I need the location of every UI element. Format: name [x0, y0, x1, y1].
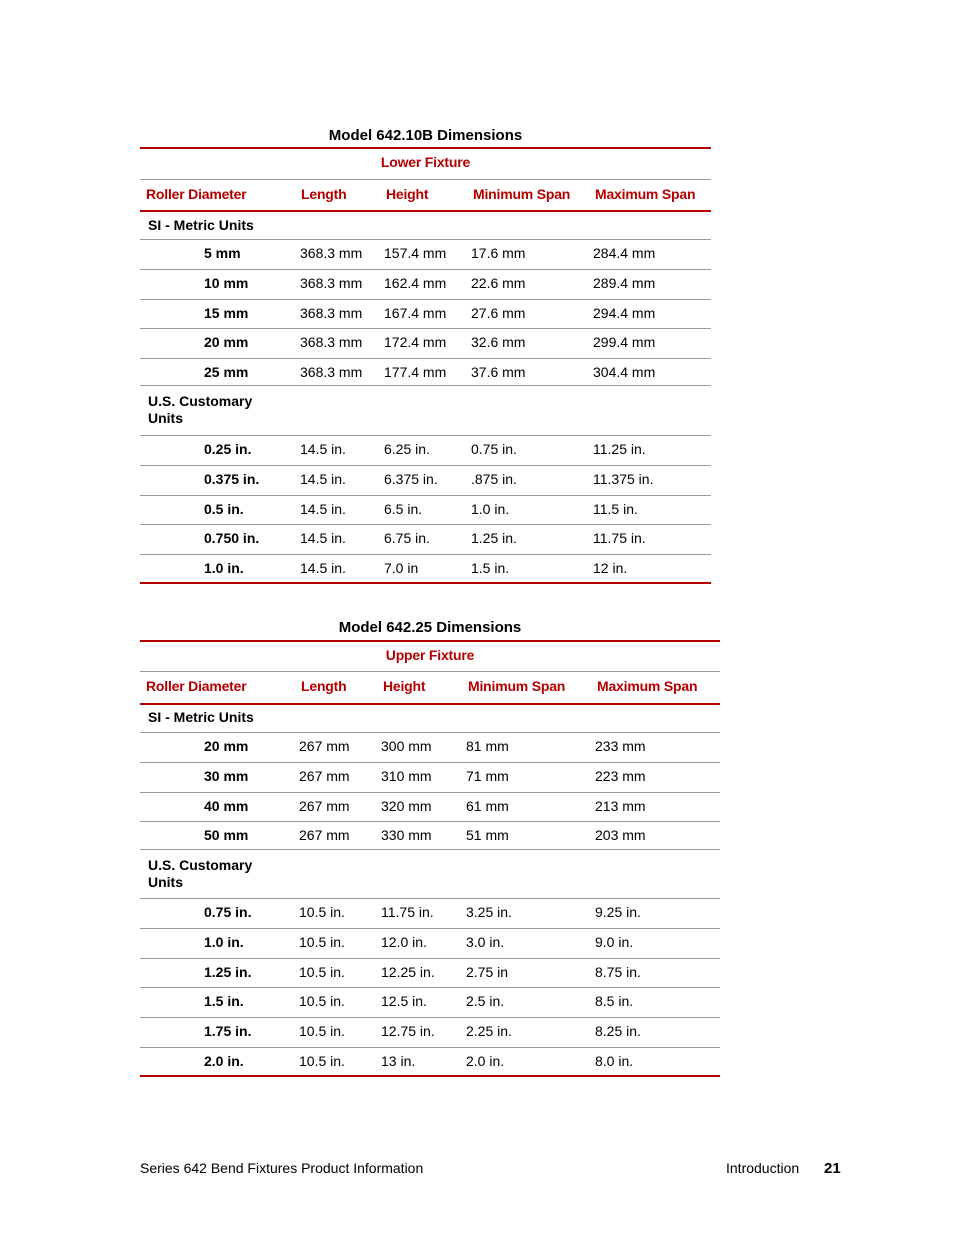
column-header: Minimum Span [473, 186, 571, 202]
row-rule [140, 328, 711, 329]
footer-page-number: 21 [824, 1160, 841, 1177]
row-rule [140, 987, 720, 988]
table-cell: 6.25 in. [384, 441, 430, 457]
roller-diameter-cell: 20 mm [204, 334, 249, 351]
table-cell: 10.5 in. [299, 933, 345, 950]
table-cell: 12.5 in. [381, 993, 427, 1010]
row-rule [140, 849, 720, 850]
row-rule [140, 958, 720, 959]
table-cell: 10.5 in. [299, 993, 345, 1010]
column-header: Maximum Span [597, 678, 698, 694]
model-642-10b-dimensions-table [140, 127, 711, 587]
table-end-rule [140, 582, 711, 584]
column-header: Height [383, 678, 426, 694]
roller-diameter-cell: 1.25 in. [204, 963, 252, 980]
roller-diameter-cell: 25 mm [204, 364, 249, 381]
row-rule [140, 1017, 720, 1018]
table-cell: 1.0 in. [471, 500, 510, 517]
section-label-si-metric: SI - Metric Units [148, 217, 254, 233]
table-cell: 2.0 in. [466, 1053, 505, 1069]
section-rule [140, 732, 720, 733]
table-cell: 304.4 mm [593, 364, 656, 381]
footer-document-title: Series 642 Bend Fixtures Product Information [140, 1160, 424, 1176]
row-rule [140, 495, 711, 496]
roller-diameter-cell: 40 mm [204, 797, 249, 814]
roller-diameter-cell: 0.25 in. [204, 441, 252, 457]
table-cell: 2.25 in. [466, 1023, 512, 1040]
table-cell: 213 mm [595, 797, 646, 814]
table-cell: 223 mm [595, 767, 646, 784]
roller-diameter-cell: 20 mm [204, 738, 249, 754]
header-rule [140, 703, 720, 705]
table-cell: 157.4 mm [384, 245, 447, 261]
table-cell: 1.25 in. [471, 530, 517, 547]
table-cell: 284.4 mm [593, 245, 656, 261]
table-cell: 81 mm [466, 738, 509, 754]
roller-diameter-cell: 10 mm [204, 274, 249, 291]
table-cell: 13 in. [381, 1053, 416, 1069]
row-rule [140, 928, 720, 929]
section-rule [140, 898, 720, 899]
table-cell: 203 mm [595, 827, 646, 844]
header-rule [140, 210, 711, 212]
table-cell: 294.4 mm [593, 304, 656, 321]
table-cell: 12.25 in. [381, 963, 435, 980]
table-cell: 2.5 in. [466, 993, 505, 1010]
table-cell: 368.3 mm [300, 245, 363, 261]
fixture-rule [140, 671, 720, 672]
column-header: Roller Diameter [146, 678, 247, 694]
roller-diameter-cell: 1.75 in. [204, 1023, 252, 1040]
roller-diameter-cell: 0.375 in. [204, 470, 260, 487]
section-rule [140, 435, 711, 436]
table-cell: 7.0 in [384, 560, 419, 577]
roller-diameter-cell: 2.0 in. [204, 1053, 244, 1069]
table-cell: 71 mm [466, 767, 509, 784]
table-cell: 51 mm [466, 827, 509, 844]
table-cell: 61 mm [466, 797, 509, 814]
model-642-25-dimensions-table [140, 619, 720, 1079]
table-cell: 330 mm [381, 827, 432, 844]
table-cell: 27.6 mm [471, 304, 526, 321]
table-cell: 267 mm [299, 767, 350, 784]
roller-diameter-cell: 1.0 in. [204, 933, 244, 950]
table-cell: 11.75 in. [593, 530, 646, 547]
fixture-label: Upper Fixture [385, 647, 475, 663]
row-rule [140, 762, 720, 763]
table-cell: 2.75 in [466, 963, 509, 980]
caption-rule [140, 147, 711, 149]
table-cell: 368.3 mm [300, 304, 363, 321]
table-cell: 14.5 in. [300, 530, 346, 547]
table-cell: 368.3 mm [300, 334, 363, 351]
section-label-si-metric: SI - Metric Units [148, 709, 254, 725]
table-cell: 14.5 in. [300, 500, 346, 517]
table-cell: 10.5 in. [299, 963, 345, 980]
table-cell: 6.375 in. [384, 470, 438, 487]
roller-diameter-cell: 0.750 in. [204, 530, 260, 547]
table-cell: 32.6 mm [471, 334, 526, 351]
table-cell: 9.0 in. [595, 933, 634, 950]
row-rule [140, 821, 720, 822]
section-label-us-customary: U.S. Customary [148, 857, 253, 873]
table-end-rule [140, 1075, 720, 1077]
footer-section-name: Introduction [726, 1160, 800, 1176]
table-cell: 300 mm [381, 738, 432, 754]
table-cell: 11.75 in. [381, 904, 434, 920]
table-cell: 368.3 mm [300, 274, 363, 291]
roller-diameter-cell: 1.5 in. [204, 993, 244, 1010]
section-rule [140, 239, 711, 240]
table-cell: 299.4 mm [593, 334, 656, 351]
table-cell: 14.5 in. [300, 560, 346, 577]
row-rule [140, 385, 711, 386]
column-header: Length [301, 186, 347, 202]
table-cell: 320 mm [381, 797, 432, 814]
table-cell: 10.5 in. [299, 1053, 345, 1069]
row-rule [140, 792, 720, 793]
table-cell: 233 mm [595, 738, 646, 754]
table-cell: 267 mm [299, 797, 350, 814]
column-header: Height [386, 186, 429, 202]
table-cell: 267 mm [299, 738, 350, 754]
table-cell: 1.5 in. [471, 560, 510, 577]
table-cell: 0.75 in. [471, 441, 517, 457]
table-cell: 177.4 mm [384, 364, 447, 381]
row-rule [140, 1047, 720, 1048]
row-rule [140, 299, 711, 300]
table-cell: 167.4 mm [384, 304, 447, 321]
section-label-us-customary: U.S. Customary [148, 393, 253, 409]
table-cell: 8.25 in. [595, 1023, 641, 1040]
table-cell: 6.5 in. [384, 500, 423, 517]
section-label-us-customary-line2: Units [148, 874, 183, 890]
table-cell: 17.6 mm [471, 245, 526, 261]
roller-diameter-cell: 15 mm [204, 304, 249, 321]
section-label-us-customary-line2: Units [148, 410, 183, 426]
table-cell: 22.6 mm [471, 274, 526, 291]
row-rule [140, 465, 711, 466]
table-cell: 310 mm [381, 767, 432, 784]
table-cell: 8.5 in. [595, 993, 634, 1010]
table-cell: 11.25 in. [593, 441, 646, 457]
table-cell: 3.0 in. [466, 933, 505, 950]
roller-diameter-cell: 0.75 in. [204, 904, 252, 920]
table-caption: Model 642.25 Dimensions [338, 619, 522, 636]
column-header: Roller Diameter [146, 186, 247, 202]
table-cell: .875 in. [471, 470, 517, 487]
roller-diameter-cell: 50 mm [204, 827, 249, 844]
table-cell: 8.0 in. [595, 1053, 634, 1069]
table-cell: 37.6 mm [471, 364, 526, 381]
table-caption: Model 642.10B Dimensions [328, 127, 523, 144]
table-cell: 12.75 in. [381, 1023, 435, 1040]
table-cell: 11.5 in. [593, 500, 638, 517]
roller-diameter-cell: 5 mm [204, 245, 241, 261]
fixture-rule [140, 179, 711, 180]
table-cell: 10.5 in. [299, 904, 345, 920]
roller-diameter-cell: 1.0 in. [204, 560, 244, 577]
table-cell: 172.4 mm [384, 334, 447, 351]
table-cell: 3.25 in. [466, 904, 512, 920]
table-cell: 368.3 mm [300, 364, 363, 381]
row-rule [140, 269, 711, 270]
table-cell: 10.5 in. [299, 1023, 345, 1040]
row-rule [140, 554, 711, 555]
row-rule [140, 358, 711, 359]
table-cell: 12 in. [593, 560, 628, 577]
column-header: Maximum Span [595, 186, 696, 202]
table-cell: 267 mm [299, 827, 350, 844]
table-cell: 14.5 in. [300, 470, 346, 487]
table-cell: 8.75 in. [595, 963, 641, 980]
column-header: Minimum Span [468, 678, 566, 694]
table-cell: 14.5 in. [300, 441, 346, 457]
table-cell: 6.75 in. [384, 530, 430, 547]
table-cell: 289.4 mm [593, 274, 656, 291]
table-cell: 12.0 in. [381, 933, 427, 950]
table-cell: 162.4 mm [384, 274, 447, 291]
fixture-label: Lower Fixture [380, 154, 471, 170]
column-header: Length [301, 678, 347, 694]
row-rule [140, 524, 711, 525]
roller-diameter-cell: 0.5 in. [204, 500, 244, 517]
table-cell: 9.25 in. [595, 904, 641, 920]
table-cell: 11.375 in. [593, 470, 654, 487]
caption-rule [140, 640, 720, 642]
roller-diameter-cell: 30 mm [204, 767, 249, 784]
